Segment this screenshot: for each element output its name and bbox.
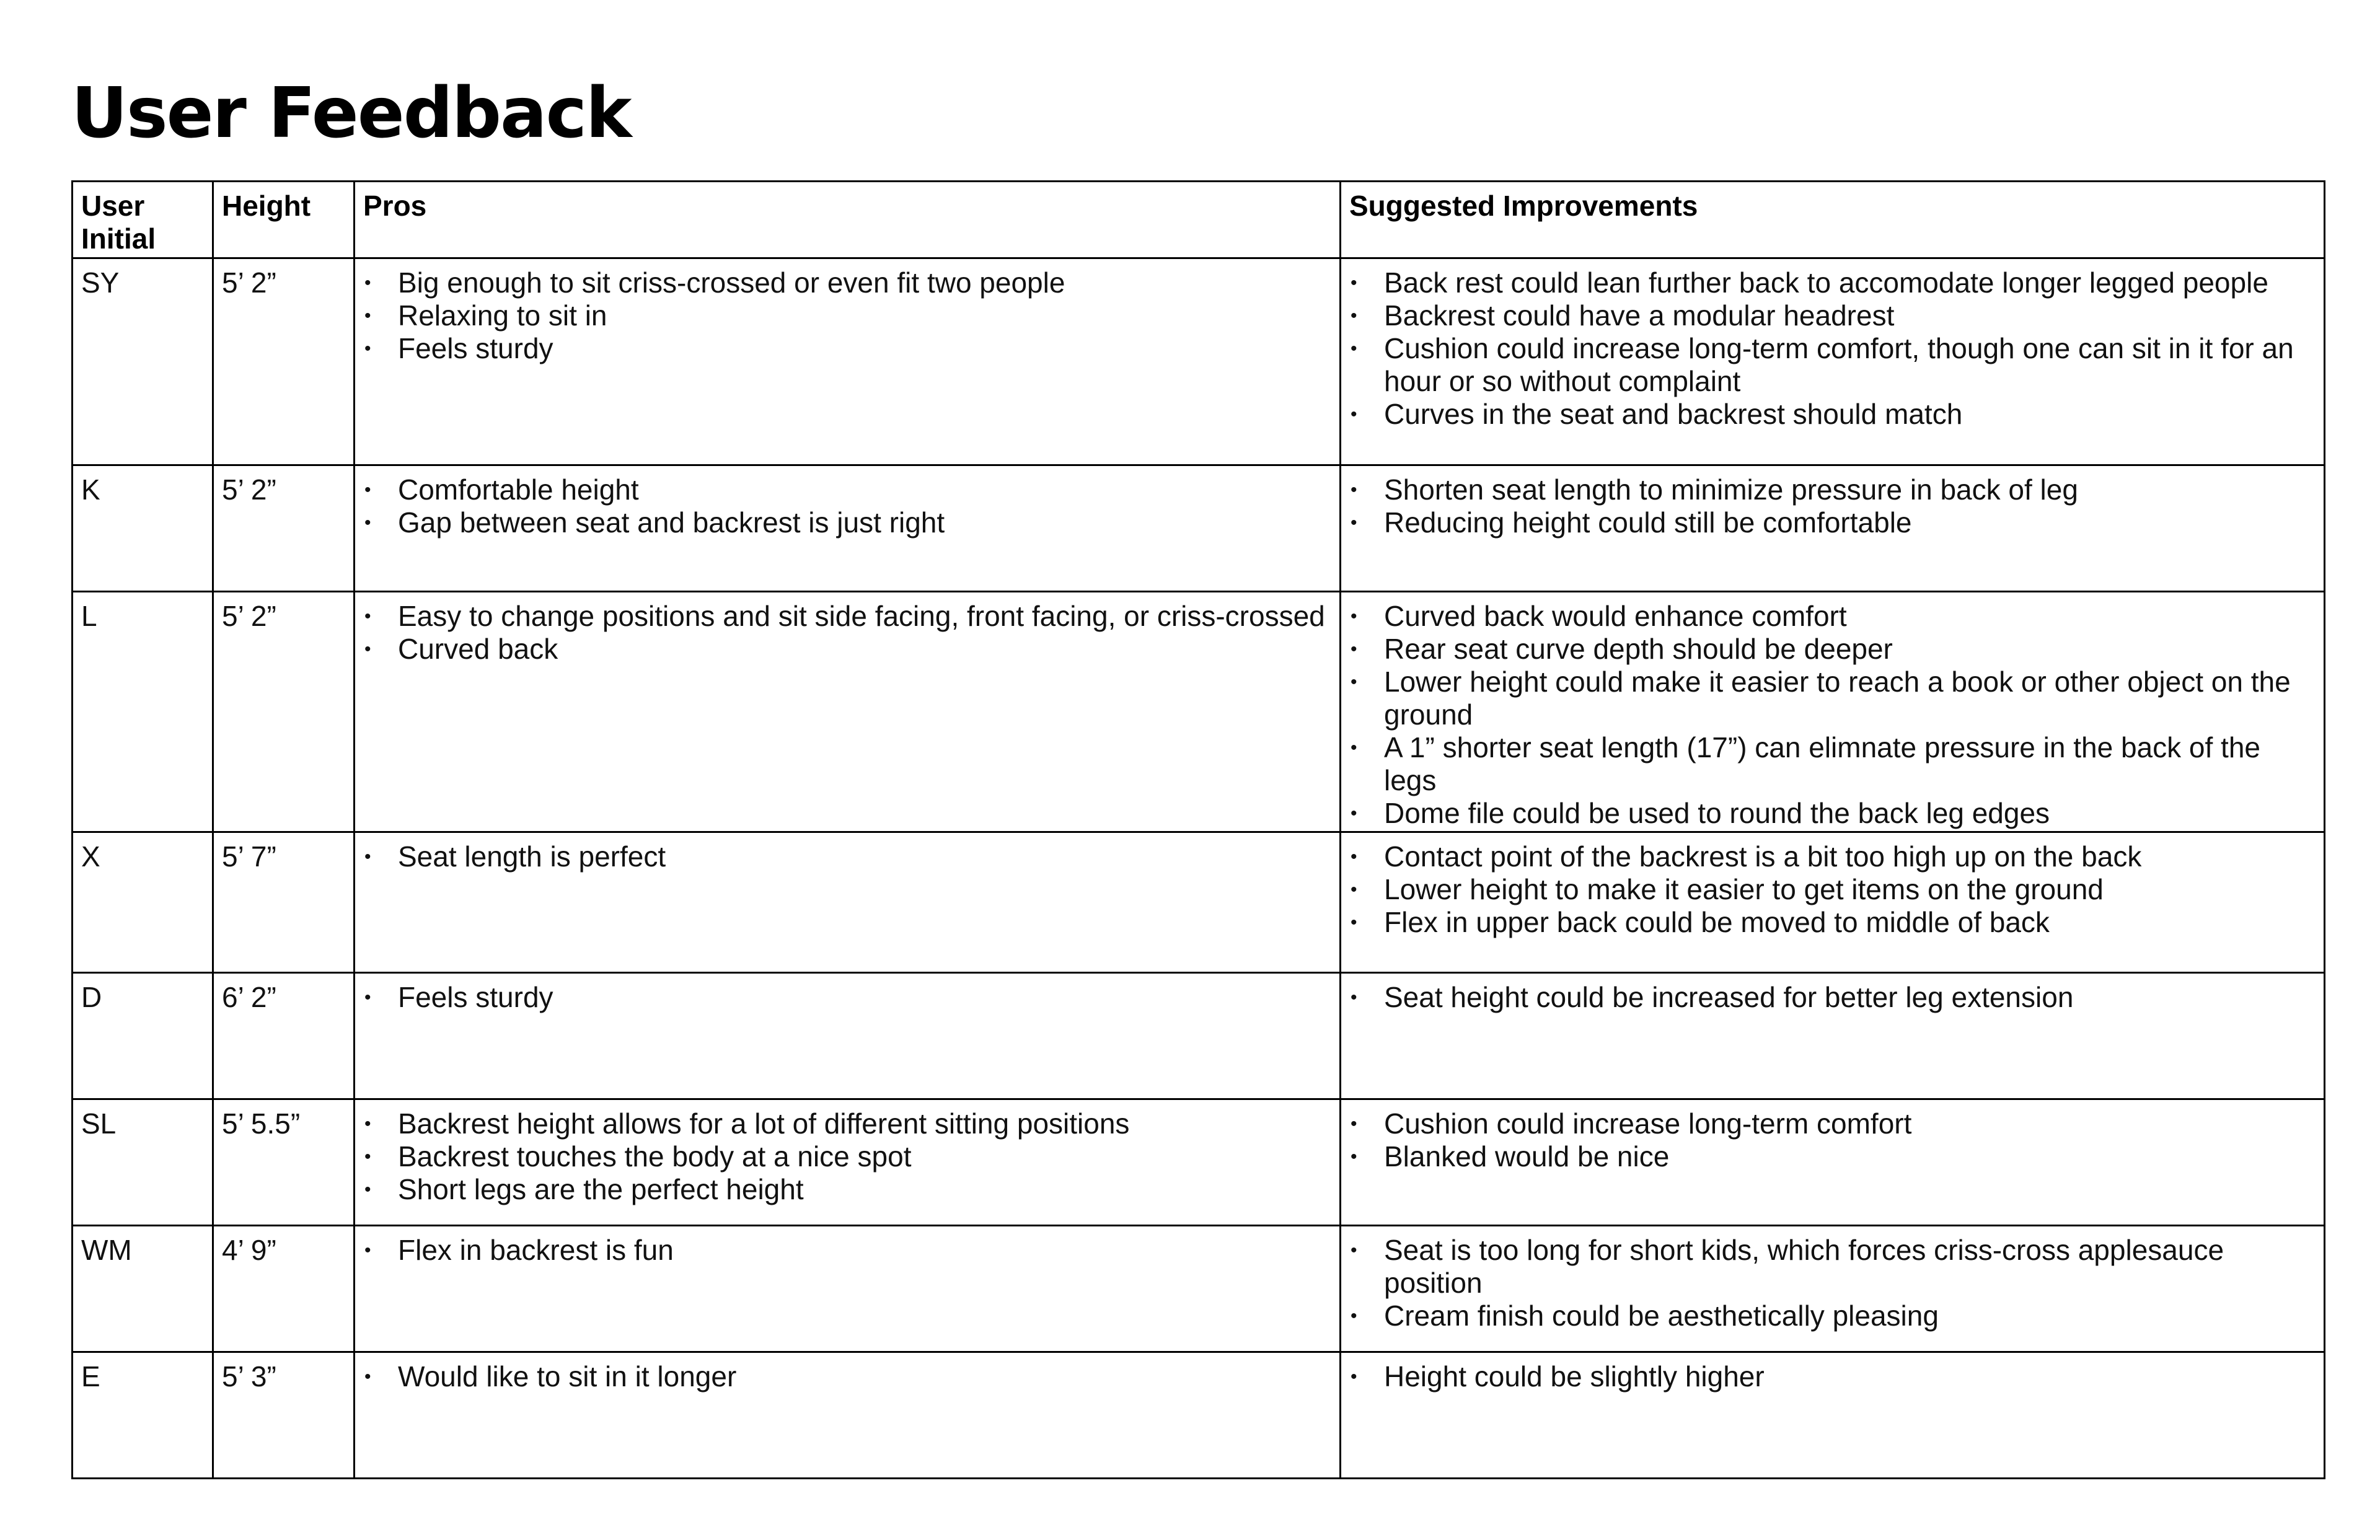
- pros-cell: [355, 465, 1341, 592]
- header-suggested-improvements: Suggested Improvements: [1341, 182, 2325, 258]
- pros-cell: [355, 1099, 1341, 1226]
- list-item: • A 1” shorter seat length (17”) can elimnate pressure in the back of the legs: [1349, 731, 2316, 797]
- pros-cell: [355, 832, 1341, 973]
- pros-list: [363, 1107, 1331, 1206]
- improvements-list: [1349, 266, 2316, 431]
- user-initial-cell: K: [73, 465, 213, 592]
- list-item: • Curves in the seat and backrest should match: [1349, 398, 2316, 431]
- list-item: • Flex in upper back could be moved to middle of back: [1349, 906, 2316, 939]
- pros-list: [363, 840, 1331, 873]
- pros-list: [363, 266, 1331, 365]
- user-initial-cell: E: [73, 1352, 213, 1479]
- page-title: User Feedback: [71, 73, 631, 154]
- list-item: • Short legs are the perfect height: [363, 1173, 1331, 1206]
- improvements-cell: [1341, 465, 2325, 592]
- list-item: • Shorten seat length to minimize pressure in back of leg: [1349, 473, 2316, 506]
- user-initial-cell: SL: [73, 1099, 213, 1226]
- list-item: • Contact point of the backrest is a bit too high up on the back: [1349, 840, 2316, 873]
- user-initial-cell: X: [73, 832, 213, 973]
- height-cell: 5’ 3”: [213, 1352, 355, 1479]
- improvements-cell: [1341, 832, 2325, 973]
- pros-cell: [355, 258, 1341, 465]
- list-item: • Blanked would be nice: [1349, 1140, 2316, 1173]
- list-item: • Cushion could increase long-term comfort: [1349, 1107, 2316, 1140]
- list-item: • Lower height could make it easier to reach a book or other object on the ground: [1349, 666, 2316, 731]
- pros-list: [363, 1234, 1331, 1267]
- header-user-initial: User Initial: [73, 182, 213, 258]
- height-cell: 5’ 2”: [213, 592, 355, 832]
- table-row: [73, 973, 2325, 1099]
- list-item: • Seat height could be increased for better leg extension: [1349, 981, 2316, 1014]
- improvements-cell: [1341, 1352, 2325, 1479]
- pros-list: [363, 1360, 1331, 1393]
- list-item: • Relaxing to sit in: [363, 299, 1331, 332]
- list-item: • Seat is too long for short kids, which forces criss-cross applesauce position: [1349, 1234, 2316, 1300]
- list-item: • Feels sturdy: [363, 332, 1331, 365]
- list-item: • Gap between seat and backrest is just right: [363, 506, 1331, 539]
- table-row: [73, 465, 2325, 592]
- table-row: [73, 592, 2325, 832]
- pros-cell: [355, 592, 1341, 832]
- pros-cell: [355, 1226, 1341, 1352]
- header-pros: Pros: [355, 182, 1341, 258]
- list-item: • Feels sturdy: [363, 981, 1331, 1014]
- height-cell: 5’ 5.5”: [213, 1099, 355, 1226]
- list-item: • Backrest height allows for a lot of different sitting positions: [363, 1107, 1331, 1140]
- improvements-list: [1349, 981, 2316, 1014]
- list-item: • Backrest touches the body at a nice spot: [363, 1140, 1331, 1173]
- height-cell: 6’ 2”: [213, 973, 355, 1099]
- height-cell: 5’ 2”: [213, 465, 355, 592]
- pros-list: [363, 600, 1331, 666]
- list-item: • Curved back would enhance comfort: [1349, 600, 2316, 633]
- improvements-list: [1349, 1234, 2316, 1332]
- list-item: • Easy to change positions and sit side facing, front facing, or criss-crossed: [363, 600, 1331, 633]
- improvements-cell: [1341, 1226, 2325, 1352]
- user-initial-cell: WM: [73, 1226, 213, 1352]
- pros-cell: [355, 973, 1341, 1099]
- list-item: • Height could be slightly higher: [1349, 1360, 2316, 1393]
- improvements-list: [1349, 840, 2316, 939]
- list-item: • Big enough to sit criss-crossed or even fit two people: [363, 266, 1331, 299]
- feedback-table: [71, 180, 2325, 1479]
- user-initial-cell: SY: [73, 258, 213, 465]
- table-header-row: [73, 182, 2325, 258]
- height-cell: 5’ 2”: [213, 258, 355, 465]
- height-cell: 4’ 9”: [213, 1226, 355, 1352]
- improvements-cell: [1341, 258, 2325, 465]
- table-row: [73, 258, 2325, 465]
- pros-list: [363, 981, 1331, 1014]
- improvements-list: [1349, 600, 2316, 830]
- list-item: • Reducing height could still be comfortable: [1349, 506, 2316, 539]
- pros-list: [363, 473, 1331, 539]
- improvements-list: [1349, 1360, 2316, 1393]
- table-row: [73, 832, 2325, 973]
- list-item: • Dome file could be used to round the back leg edges: [1349, 797, 2316, 830]
- list-item: • Rear seat curve depth should be deeper: [1349, 633, 2316, 666]
- improvements-cell: [1341, 1099, 2325, 1226]
- improvements-cell: [1341, 592, 2325, 832]
- improvements-cell: [1341, 973, 2325, 1099]
- list-item: • Cushion could increase long-term comfort, though one can sit in it for an hour or so without complaint: [1349, 332, 2316, 398]
- table-row: [73, 1352, 2325, 1479]
- table-row: [73, 1099, 2325, 1226]
- list-item: • Would like to sit in it longer: [363, 1360, 1331, 1393]
- user-initial-cell: D: [73, 973, 213, 1099]
- list-item: • Backrest could have a modular headrest: [1349, 299, 2316, 332]
- user-initial-cell: L: [73, 592, 213, 832]
- list-item: • Back rest could lean further back to accomodate longer legged people: [1349, 266, 2316, 299]
- list-item: • Comfortable height: [363, 473, 1331, 506]
- height-cell: 5’ 7”: [213, 832, 355, 973]
- list-item: • Curved back: [363, 633, 1331, 666]
- list-item: • Seat length is perfect: [363, 840, 1331, 873]
- improvements-list: [1349, 473, 2316, 539]
- list-item: • Cream finish could be aesthetically pleasing: [1349, 1300, 2316, 1332]
- pros-cell: [355, 1352, 1341, 1479]
- table-row: [73, 1226, 2325, 1352]
- header-height: Height: [213, 182, 355, 258]
- list-item: • Flex in backrest is fun: [363, 1234, 1331, 1267]
- improvements-list: [1349, 1107, 2316, 1173]
- list-item: • Lower height to make it easier to get items on the ground: [1349, 873, 2316, 906]
